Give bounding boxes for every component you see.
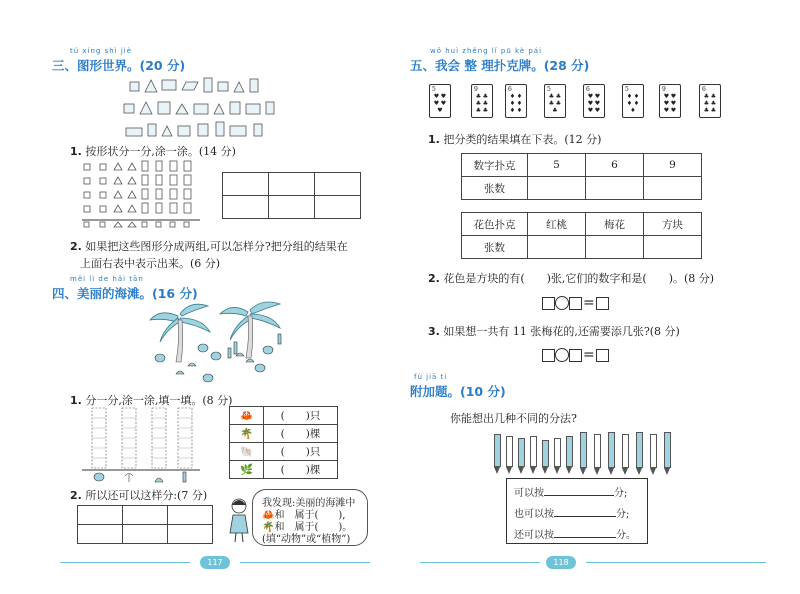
number-col: 5 (528, 154, 586, 177)
sort-cell[interactable] (78, 525, 123, 544)
playing-card: 6 ♥ ♥ ♥ ♥ ♥ ♥ (583, 84, 605, 118)
answer-cell[interactable] (586, 177, 644, 200)
equation-box[interactable] (542, 297, 555, 310)
footer-line (60, 562, 190, 563)
seaweed-icon: 🌿 (230, 461, 264, 479)
bubble-line3: 🌴和 属于( )。 (262, 522, 353, 533)
answer-field[interactable] (544, 486, 614, 496)
playing-card: 9 ♣ ♣ ♣ ♣ ♣ ♣ (471, 84, 493, 118)
equation-2[interactable] (542, 347, 609, 363)
equation-box[interactable] (542, 349, 555, 362)
number-table (461, 153, 702, 200)
q5-1 (428, 131, 601, 147)
sec3-pinyin: tú xíng shì jiè (70, 47, 133, 55)
count-table (229, 406, 338, 479)
pencil-icon (554, 438, 561, 474)
sec4-title: 四、美丽的海滩。(16 分) (52, 286, 198, 301)
suit-col: 方块 (644, 213, 702, 236)
footer-line (240, 562, 370, 563)
q3-1-num: 1. (70, 145, 82, 158)
q3-2-line2: 上面右表中表示出来。(6 分) (80, 257, 221, 270)
count-cell[interactable]: ( )棵 (264, 461, 338, 479)
pencil-icon (566, 436, 573, 474)
answer-cell[interactable] (586, 236, 644, 259)
palm-tree-icon: 🌴 (262, 522, 275, 533)
pen-icon (664, 432, 671, 474)
answer-field[interactable] (554, 528, 616, 538)
sort-cell[interactable] (123, 525, 168, 544)
shape-coloring-grid[interactable] (82, 160, 200, 228)
playing-card: 5 ♥ ♥ ♥ ♥ ♥ (429, 84, 451, 118)
count-cell[interactable]: ( )棵 (264, 425, 338, 443)
number-col: 9 (644, 154, 702, 177)
bubble-line1: 我发现:美丽的海滩中 (262, 498, 356, 509)
equals-sign: = (583, 347, 595, 363)
pen-icon (580, 432, 587, 474)
footer-line (586, 562, 766, 563)
sort-again-table[interactable] (77, 505, 213, 544)
pen-icon (594, 434, 601, 474)
suit-table-row-label: 张数 (462, 236, 528, 259)
sort-cell[interactable] (168, 506, 213, 525)
q3-2 (70, 238, 348, 254)
crab-icon: 🦀 (262, 510, 275, 521)
group-cell[interactable] (223, 196, 269, 219)
bubble-line4: (填“动物”或“植物”) (262, 534, 351, 545)
answer-row: 可以按 分; (514, 488, 628, 499)
grouping-table[interactable] (222, 172, 361, 219)
equation-box[interactable] (569, 349, 582, 362)
number-table-header: 数字扑克 (462, 154, 528, 177)
sort-cell[interactable] (78, 506, 123, 525)
answer-row: 也可以按 分; (514, 509, 630, 520)
right-page (400, 0, 800, 594)
answer-cell[interactable] (528, 177, 586, 200)
playing-card: 6 ♦ ♦ ♦ ♦ ♦ ♦ (505, 84, 527, 118)
q3-1 (70, 143, 236, 159)
pencil-icon (506, 436, 513, 474)
suit-table (461, 212, 702, 259)
equation-box[interactable] (596, 297, 609, 310)
answer-field[interactable] (554, 507, 616, 517)
pencil-icon (542, 440, 549, 474)
page-number: 117 (200, 556, 230, 569)
coloring-bar-graph[interactable] (82, 406, 200, 484)
shell-icon: 🐚 (230, 443, 264, 461)
q4-2 (70, 487, 207, 503)
playing-card: 5 ♦ ♦ ♦ ♦ ♦ (622, 84, 644, 118)
sort-cell[interactable] (168, 525, 213, 544)
q5-2-text: 花色是方块的有( )张,它们的数字和是( )。(8 分) (443, 272, 715, 285)
palm-tree-icon: 🌴 (230, 425, 264, 443)
suit-table-header: 花色扑克 (462, 213, 528, 236)
pencils-illustration (494, 430, 674, 474)
equation-box[interactable] (596, 349, 609, 362)
group-cell[interactable] (269, 196, 315, 219)
group-cell[interactable] (315, 173, 361, 196)
pen-icon (608, 432, 615, 474)
q4-1-num: 1. (70, 394, 82, 407)
bonus-title: 附加题。(10 分) (410, 384, 506, 399)
pencil-icon (530, 436, 537, 474)
answer-cell[interactable] (644, 177, 702, 200)
sec5-title: 五、我会 整 理扑克牌。(28 分) (410, 58, 590, 73)
q5-3-num: 3. (428, 325, 440, 338)
pencil-icon (518, 438, 525, 474)
operator-circle[interactable] (555, 348, 569, 362)
count-cell[interactable]: ( )只 (264, 443, 338, 461)
q4-2-num: 2. (70, 489, 82, 502)
q5-1-text: 把分类的结果填在下表。(12 分) (443, 133, 602, 146)
sec4-pinyin: měi lì de hǎi tān (70, 275, 144, 283)
group-cell[interactable] (223, 173, 269, 196)
pencil-icon (494, 434, 501, 474)
equals-sign: = (583, 295, 595, 311)
q4-1-text: 分一分,涂一涂,填一填。(8 分) (85, 394, 233, 407)
beach-illustration (148, 298, 298, 388)
playing-card: 5 ♣ ♣ ♣ ♣ ♣ (544, 84, 566, 118)
shapes-illustration (120, 74, 280, 142)
group-cell[interactable] (315, 196, 361, 219)
pen-icon (622, 434, 629, 474)
q5-3 (428, 323, 680, 339)
q5-1-num: 1. (428, 133, 440, 146)
suit-col: 梅花 (586, 213, 644, 236)
number-col: 6 (586, 154, 644, 177)
suit-col: 红桃 (528, 213, 586, 236)
number-table-row-label: 张数 (462, 177, 528, 200)
sort-cell[interactable] (123, 506, 168, 525)
answer-cell[interactable] (644, 236, 702, 259)
answer-cell[interactable] (528, 236, 586, 259)
answer-row: 还可以按 分。 (514, 530, 636, 541)
pen-icon (650, 434, 657, 474)
equation-1[interactable] (542, 295, 609, 311)
count-cell[interactable]: ( )只 (264, 407, 338, 425)
bubble-line2: 🦀和 属于( ), (262, 510, 346, 521)
bonus-question: 你能想出几种不同的分法? (450, 412, 577, 425)
equation-box[interactable] (569, 297, 582, 310)
crab-icon: 🦀 (230, 407, 264, 425)
q5-2 (428, 270, 714, 286)
bonus-pinyin: fù jiā tí (414, 373, 448, 381)
q4-2-text: 所以还可以这样分:(7 分) (85, 489, 208, 502)
girl-illustration (226, 497, 252, 543)
operator-circle[interactable] (555, 296, 569, 310)
playing-card: 6 ♣ ♣ ♣ ♣ ♣ ♣ (699, 84, 721, 118)
sec5-pinyin: wǒ huì zhěng lǐ pū kè pái (430, 47, 543, 55)
q5-2-num: 2. (428, 272, 440, 285)
pen-icon (636, 432, 643, 474)
q3-1-text: 按形状分一分,涂一涂。(14 分) (85, 145, 236, 158)
group-cell[interactable] (269, 173, 315, 196)
q3-2-line1: 如果把这些图形分成两组,可以怎样分?把分组的结果在 (85, 240, 348, 253)
footer-line (420, 562, 540, 563)
playing-card: 9 ♥ ♥ ♥ ♥ ♥ ♥ (659, 84, 681, 118)
q3-2-num: 2. (70, 240, 82, 253)
q5-3-text: 如果想一共有 11 张梅花的,还需要添几张?(8 分) (443, 325, 680, 338)
page-number: 118 (546, 556, 576, 569)
sec3-title: 三、图形世界。(20 分) (52, 58, 186, 73)
